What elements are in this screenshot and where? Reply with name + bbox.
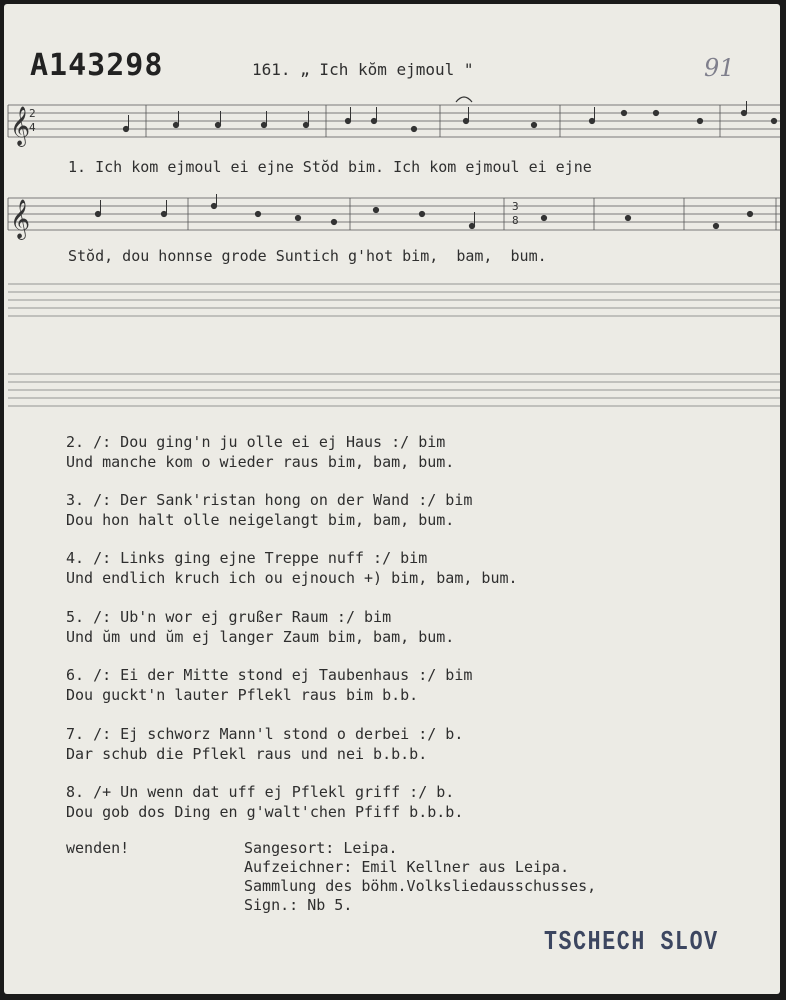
verse-line: Und endlich kruch ich ou ejnouch +) bim, bam, bum.	[66, 569, 518, 587]
archive-number: A143298	[30, 48, 164, 83]
music-notation	[4, 4, 780, 424]
fermata-mark	[456, 97, 472, 102]
staff-1	[8, 105, 780, 137]
verse-line: Dou gob dos Ding en g'walt'chen Pfiff b.b.b.	[66, 803, 464, 821]
verse-item	[66, 490, 518, 548]
time-signature-mark: 3	[512, 200, 519, 213]
verse-item	[66, 607, 518, 665]
verse-line: 5. /: Ub'n wor ej grußer Raum :/ bim	[66, 608, 392, 626]
lyrics-line-1: 1. Ich kom ejmoul ei ejne Stŏd bim. Ich kom ejmoul ei ejne	[68, 158, 592, 176]
verse-item	[66, 665, 518, 724]
verse-line: Und manche kom o wieder raus bim, bam, bum.	[66, 453, 455, 471]
time-signature-mark: 2	[29, 107, 36, 120]
staff-2-notes	[95, 194, 752, 229]
verse-line: 2. /: Dou ging'n ju olle ei ej Haus :/ bim	[66, 433, 446, 451]
meta-collection: Sammlung des böhm.Volksliedausschusses,	[244, 877, 597, 895]
meta-recorder: Aufzeichner: Emil Kellner aus Leipa.	[244, 858, 570, 876]
verse-line: Dou hon halt olle neigelangt bim, bam, bum.	[66, 511, 455, 529]
treble-clef-icon: 𝄞	[10, 106, 31, 146]
lyrics-line-2: Stŏd, dou honnse grode Suntich g'hot bim, bam, bum.	[68, 247, 547, 265]
meta-signature: Sign.: Nb 5.	[244, 896, 353, 914]
empty-staff-lines	[8, 284, 780, 406]
time-signature-mark: 8	[512, 214, 519, 227]
meta-place: Sangesort: Leipa.	[244, 839, 398, 857]
verse-item	[66, 724, 518, 782]
page-number: 91	[704, 54, 735, 82]
time-signature-mark: 4	[29, 121, 36, 134]
verse-line: 8. /+ Un wenn dat uff ej Pflekl griff :/ b.	[66, 783, 455, 801]
archive-card	[4, 4, 780, 994]
verse-line: 7. /: Ej schworz Mann'l stond o derbei :/ b.	[66, 725, 464, 743]
verse-item	[66, 432, 518, 490]
verse-line: 3. /: Der Sank'ristan hong on der Wand :/ bim	[66, 491, 473, 509]
verse-line: 4. /: Links ging ejne Treppe nuff :/ bim	[66, 549, 428, 567]
staff-1-notes	[123, 101, 776, 132]
verse-line: Dar schub die Pflekl raus und nei b.b.b.	[66, 745, 428, 763]
record-metadata	[244, 839, 596, 915]
verses-list	[66, 432, 518, 840]
verse-line: 6. /: Ei der Mitte stond ej Taubenhaus :/ bim	[66, 666, 473, 684]
origin-stamp: TSCHECH SLOV	[544, 928, 719, 958]
song-title: 161. „ Ich kŏm ejmoul "	[252, 60, 474, 79]
verse-item	[66, 782, 518, 840]
turn-page-note: wenden!	[66, 839, 130, 857]
verse-line: Und ŭm und ŭm ej langer Zaum bim, bam, bum.	[66, 628, 455, 646]
verse-line: Dou guckt'n lauter Pflekl raus bim b.b.	[66, 686, 419, 704]
verse-item	[66, 548, 518, 607]
treble-clef-icon: 𝄞	[10, 199, 31, 239]
staff-2	[8, 198, 780, 230]
